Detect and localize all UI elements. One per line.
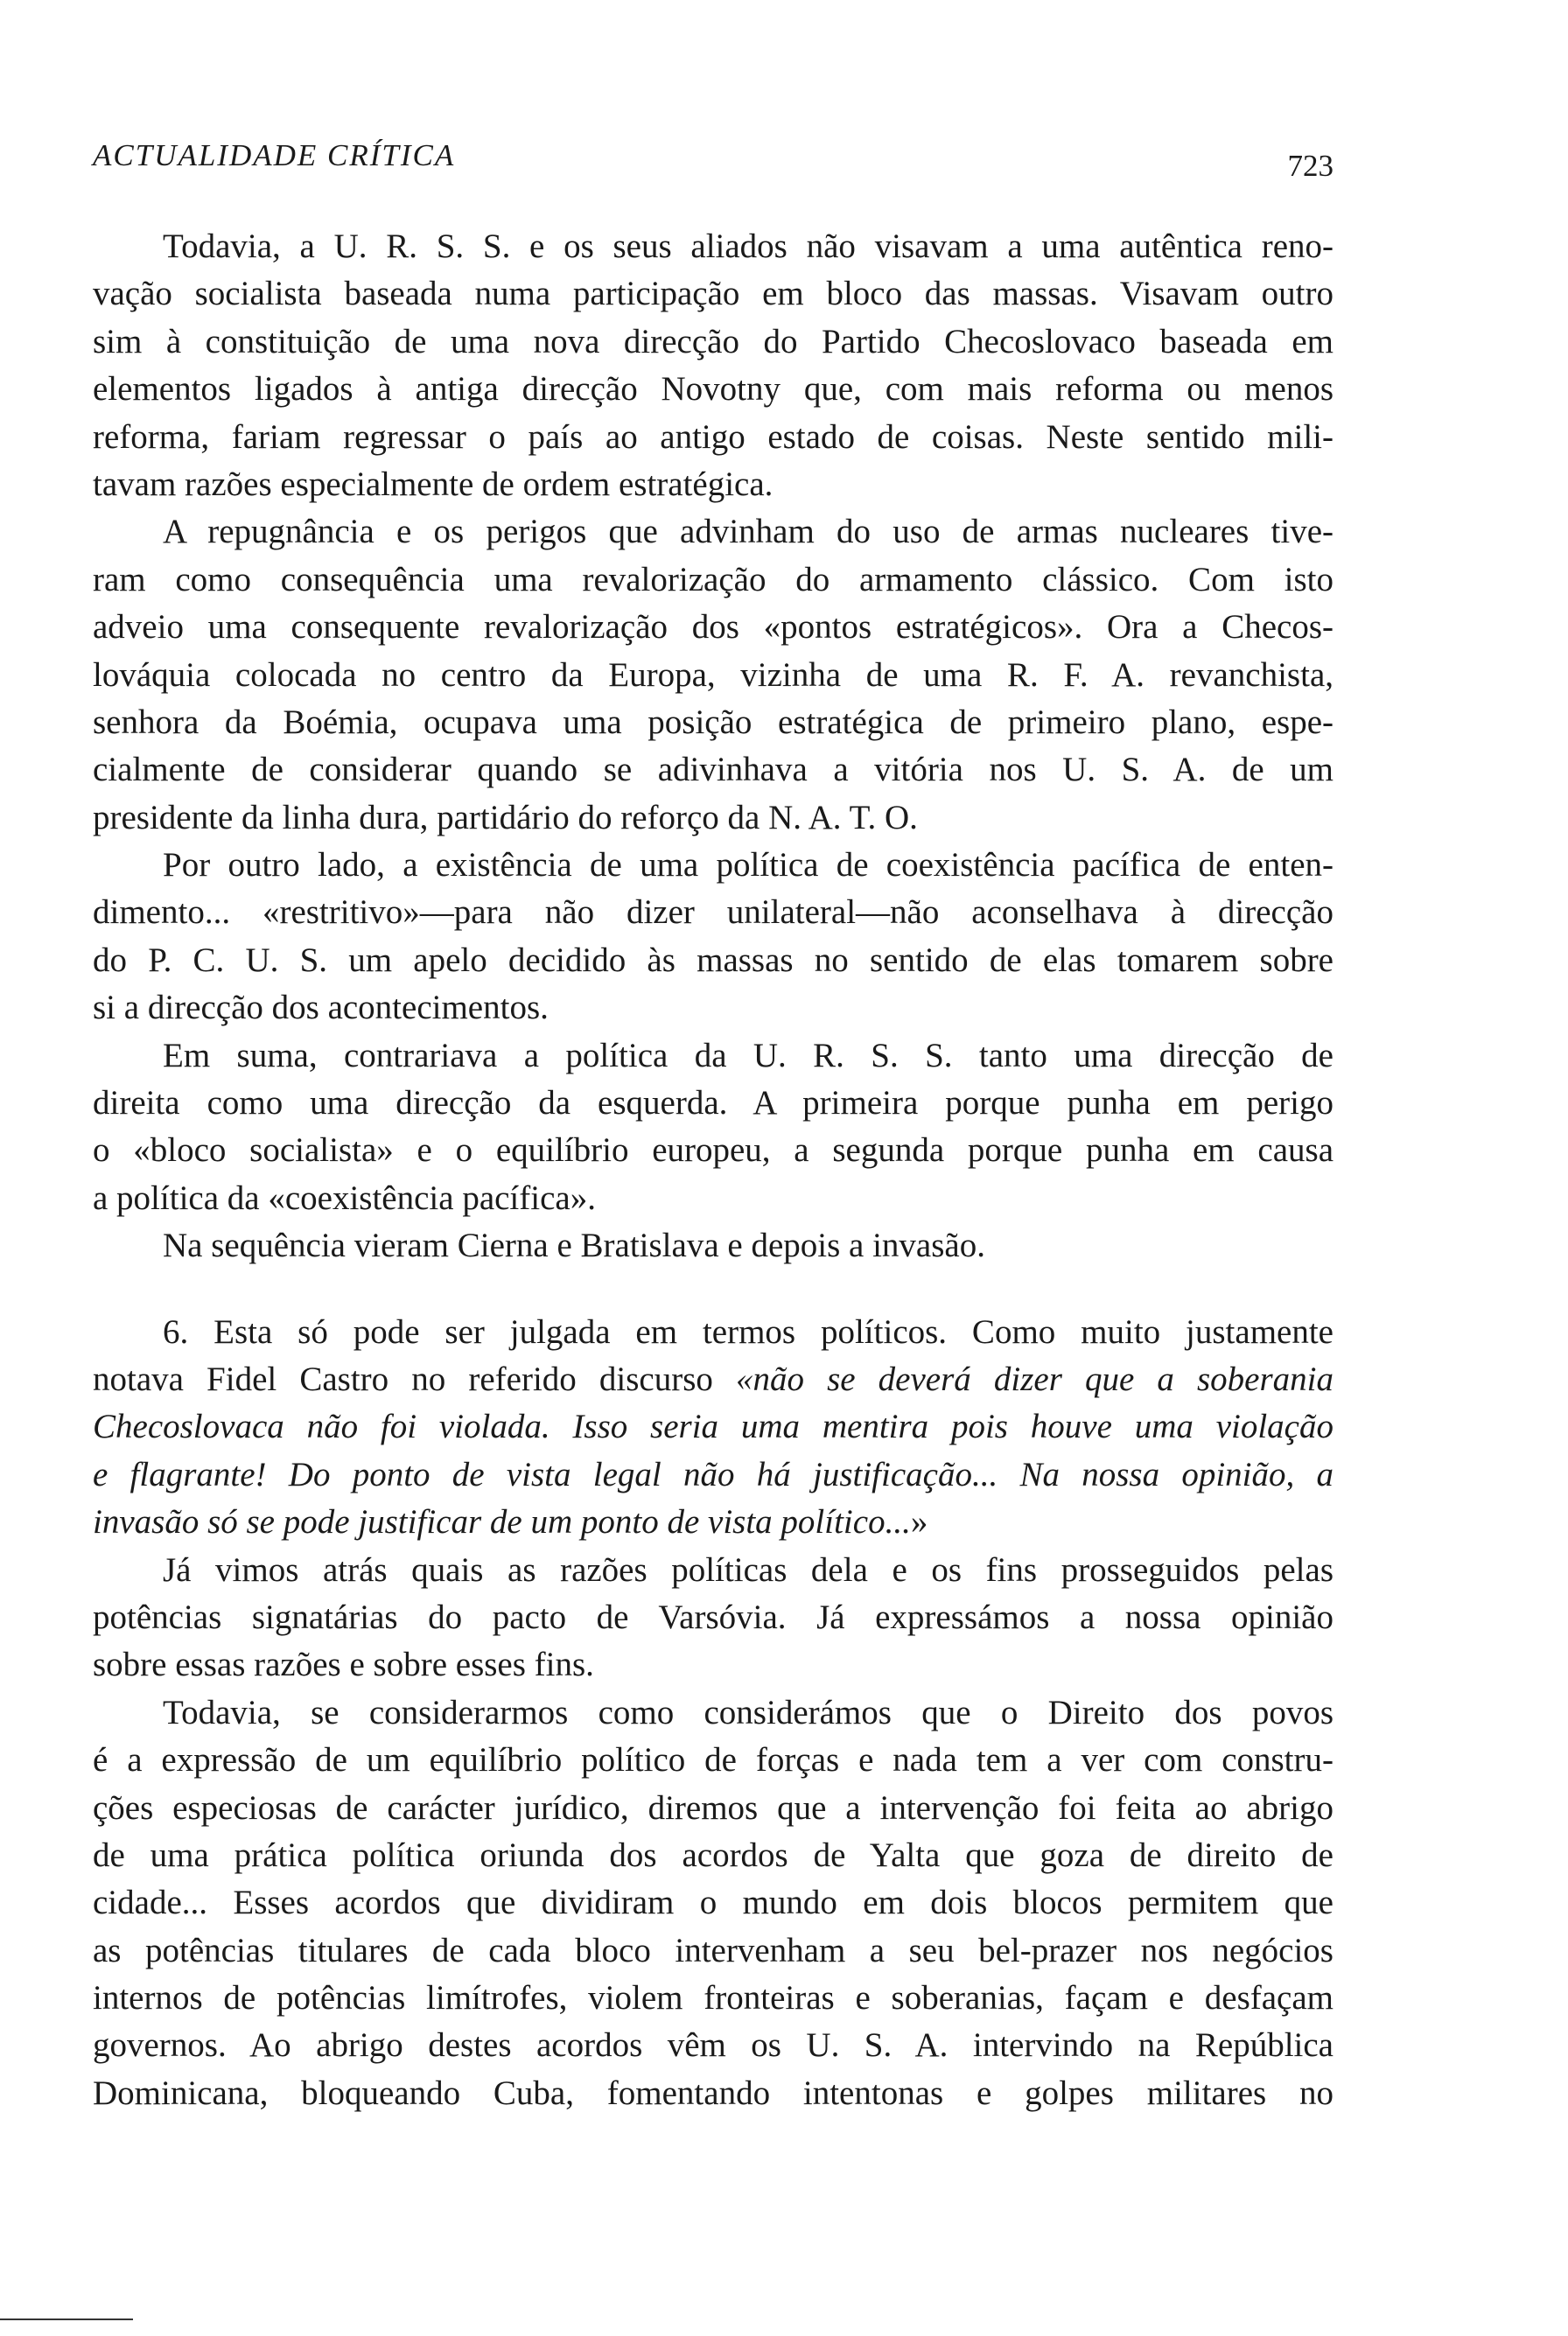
text-line: 6. Esta só pode ser julgada em termos políticos. Como muito justamente [163,1312,1334,1351]
text-line: reforma, fariam regressar o país ao antigo estado de coisas. Neste sentido mili- [93,417,1334,456]
page-number: 723 [1287,149,1334,183]
running-head: ACTUALIDADE CRÍTICA [93,138,456,172]
text-line: sobre essas razões e sobre esses fins. [93,1646,594,1684]
text-line: Todavia, se considerarmos como considerámos que o Direito dos povos [163,1693,1334,1731]
text-line [93,1403,1334,1451]
text-line: Já vimos atrás quais as razões políticas dela e os fins prosseguidos pelas [163,1550,1334,1589]
text-line: cidade... Esses acordos que dividiram o mundo em dois blocos permitem que [93,1884,1334,1922]
text-line: as potências titulares de cada bloco intervenham a seu bel-prazer nos negócios [93,1931,1334,1969]
text-line: Por outro lado, a existência de uma política de coexistência pacífica de enten- [163,846,1334,885]
text-line: do P. C. U. S. um apelo decidido às massas no sentido de elas tomarem sobre [93,941,1334,979]
text-line: direita como uma direcção da esquerda. A primeira porque punha em perigo [93,1084,1334,1123]
text-line: potências signatárias do pacto de Varsóvia. Já expressámos a nossa opinião [93,1598,1334,1636]
text-line: o «bloco socialista» e o equilíbrio europeu, a segunda porque punha em causa [93,1131,1334,1170]
text-line: internos de potências limítrofes, violem fronteiras e soberanias, façam e desfaçam [93,1979,1334,2018]
text-line: A repugnância e os perigos que advinham do uso de armas nucleares tive- [163,513,1334,551]
text-line: Todavia, a U. R. S. S. e os seus aliados não visavam a uma autêntica reno- [163,227,1334,265]
section-gap [93,1270,1334,1309]
text-line: dimento... «restritivo»—para não dizer unilateral—não aconselhava à direcção [93,893,1334,932]
text-line: senhora da Boémia, ocupava uma posição estratégica de primeiro plano, espe- [93,703,1334,741]
text-line: lováquia colocada no centro da Europa, vizinha de uma R. F. A. revanchista, [93,655,1334,694]
text-line: si a direcção dos acontecimentos. [93,989,549,1027]
body-text [93,223,1334,2117]
text-line: elementos ligados à antiga direcção Novotny que, com mais reforma ou menos [93,370,1334,409]
text-line: tavam razões especialmente de ordem estratégica. [93,465,774,503]
text-line: é a expressão de um equilíbrio político de forças e nada tem a ver com constru- [93,1741,1334,1780]
footer-rule [0,2319,133,2320]
text-line [93,1356,1334,1403]
text-line: sim à constituição de uma nova direcção do Partido Checoslovaco baseada em [93,322,1334,360]
page-header [93,138,1334,191]
text-line: cialmente de considerar quando se adivinhava a vitória nos U. S. A. de um [93,751,1334,789]
quoted-italic-run: «não se deverá dizer que a soberania [735,1360,1334,1398]
quoted-italic-run: e flagrante! Do ponto de vista legal não há justificação... Na nossa opinião, a [93,1455,1334,1493]
text-line: governos. Ao abrigo destes acordos vêm os U. S. A. intervindo na República [93,2026,1334,2065]
text-line: Em suma, contrariava a política da U. R. S. S. tanto uma direcção de [163,1036,1334,1074]
text-line: ram como consequência uma revalorização do armamento clássico. Com isto [93,560,1334,598]
text-line: Dominicana, bloqueando Cuba, fomentando intentonas e golpes militares no [93,2074,1334,2112]
text-line: de uma prática política oriunda dos acordos de Yalta que goza de direito de [93,1836,1334,1874]
text-line [93,1451,1334,1499]
text-line: a política da «coexistência pacífica». [93,1178,596,1217]
text-line: presidente da linha dura, partidário do reforço da N. A. T. O. [93,798,918,836]
text-line [93,1499,1334,1546]
text-line: ções especiosas de carácter jurídico, diremos que a intervenção foi feita ao abrigo [93,1788,1334,1827]
quoted-italic-run: invasão só se pode justificar de um ponto de vista político... [93,1503,911,1542]
text-line: adveio uma consequente revalorização dos «pontos estratégicos». Ora a Checos- [93,608,1334,647]
text-line: Na sequência vieram Cierna e Bratislava e depois a invasão. [163,1227,985,1265]
text-run: notava Fidel Castro no referido discurso [93,1360,736,1398]
text-line: vação socialista baseada numa participação em bloco das massas. Visavam outro [93,275,1334,313]
text-run: » [910,1503,928,1542]
quoted-italic-run: Checoslovaca não foi violada. Isso seria uma mentira pois houve uma violação [93,1408,1334,1446]
